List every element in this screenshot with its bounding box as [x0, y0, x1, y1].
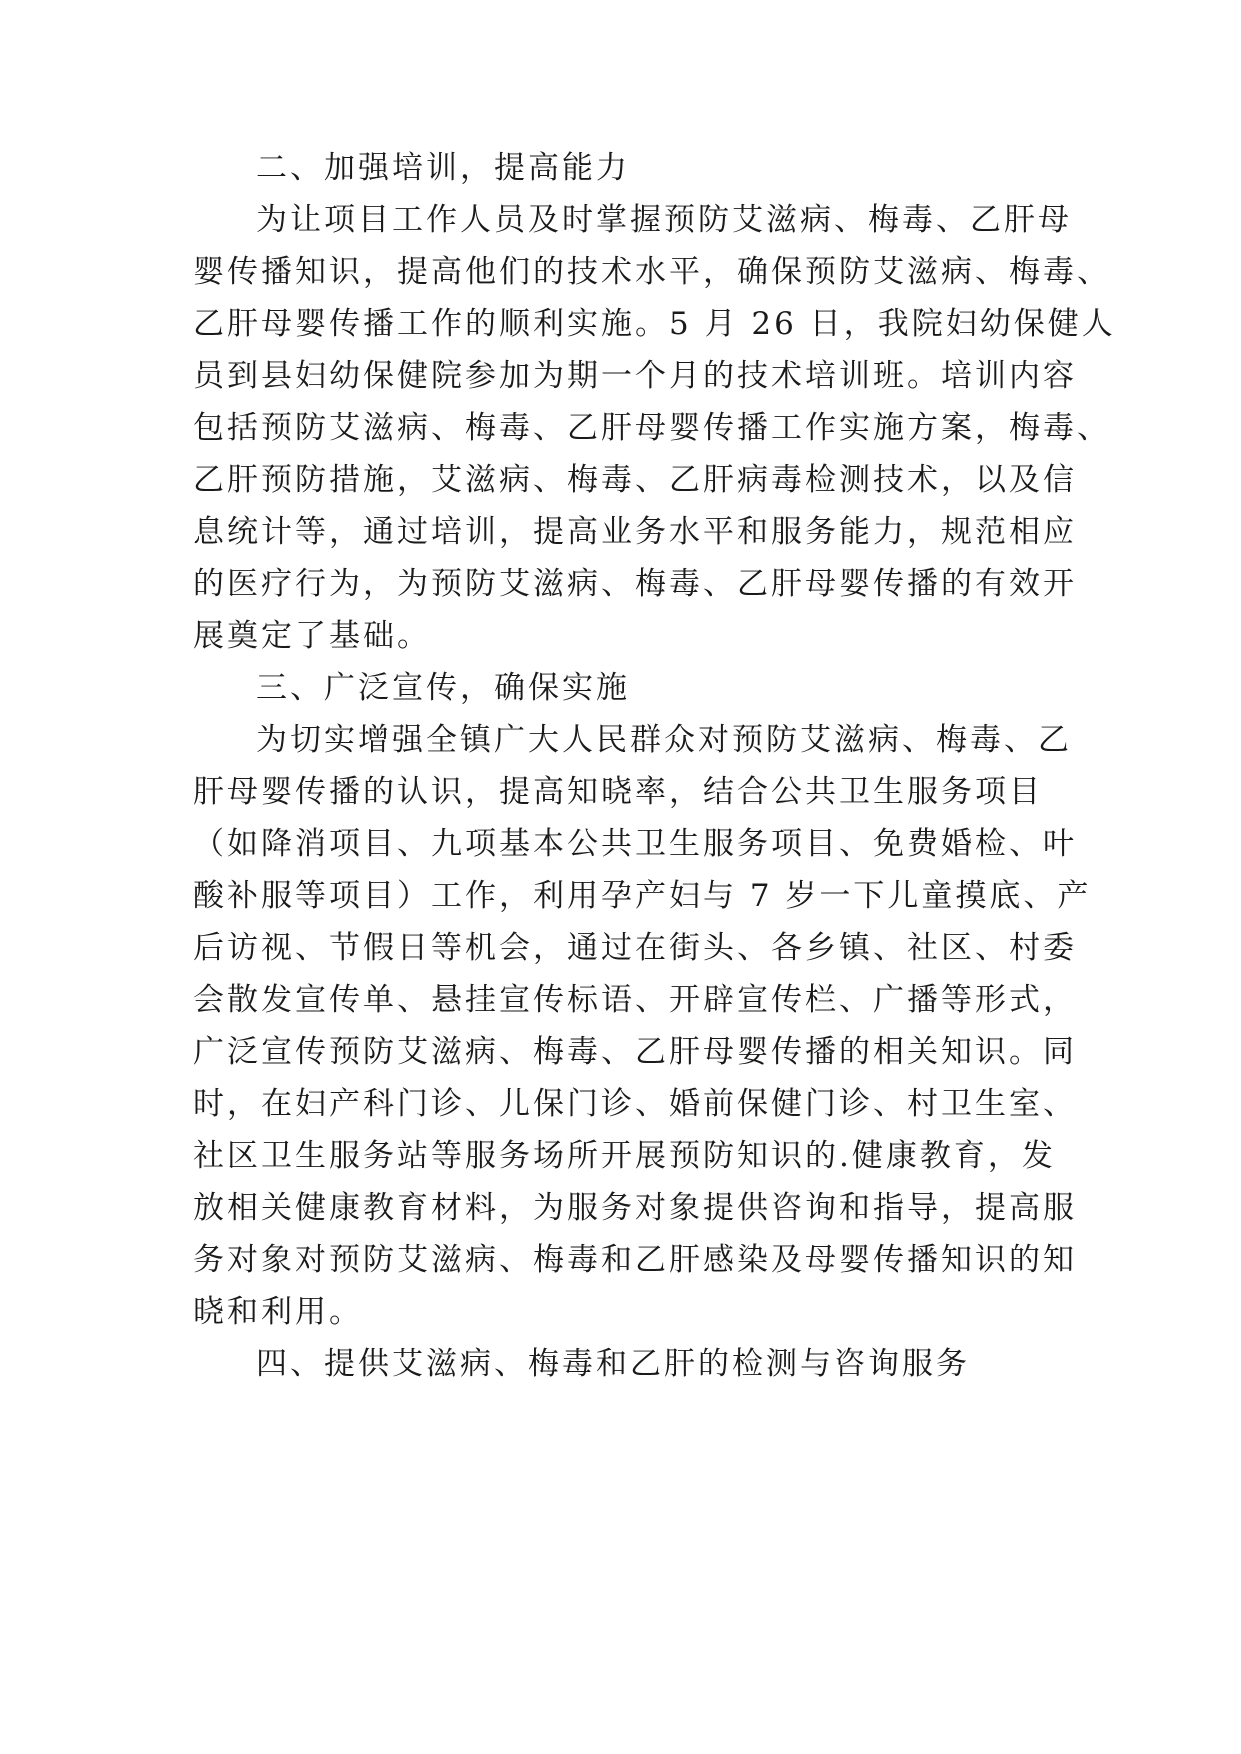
- paragraph-line: 为切实增强全镇广大人民群众对预防艾滋病、梅毒、乙: [256, 722, 1072, 758]
- paragraph-line: 广泛宣传预防艾滋病、梅毒、乙肝母婴传播的相关知识。同: [193, 1034, 1077, 1070]
- paragraph-line: 员到县妇幼保健院参加为期一个月的技术培训班。培训内容: [193, 358, 1077, 394]
- paragraph-line: 为让项目工作人员及时掌握预防艾滋病、梅毒、乙肝母: [256, 202, 1072, 238]
- paragraph-line: 肝母婴传播的认识，提高知晓率，结合公共卫生服务项目: [193, 774, 1043, 810]
- paragraph-line: 婴传播知识，提高他们的技术水平，确保预防艾滋病、梅毒、: [193, 254, 1111, 290]
- section-heading-two: 二、加强培训，提高能力: [256, 150, 630, 186]
- paragraph-line: （如降消项目、九项基本公共卫生服务项目、免费婚检、叶: [193, 826, 1077, 862]
- paragraph-line: 务对象对预防艾滋病、梅毒和乙肝感染及母婴传播知识的知: [193, 1242, 1077, 1278]
- paragraph-line: 后访视、节假日等机会，通过在街头、各乡镇、社区、村委: [193, 930, 1077, 966]
- paragraph-line: 包括预防艾滋病、梅毒、乙肝母婴传播工作实施方案，梅毒、: [193, 410, 1111, 446]
- section-heading-four: 四、提供艾滋病、梅毒和乙肝的检测与咨询服务: [256, 1346, 970, 1382]
- section-heading-three: 三、广泛宣传，确保实施: [256, 670, 630, 706]
- paragraph-line: 时，在妇产科门诊、儿保门诊、婚前保健门诊、村卫生室、: [193, 1086, 1077, 1122]
- paragraph-line: 社区卫生服务站等服务场所开展预防知识的.健康教育，发: [193, 1138, 1056, 1174]
- paragraph-line: 酸补服等项目）工作，利用孕产妇与 7 岁一下儿童摸底、产: [193, 878, 1092, 914]
- paragraph-line: 乙肝预防措施，艾滋病、梅毒、乙肝病毒检测技术，以及信: [193, 462, 1077, 498]
- paragraph-line: 的医疗行为，为预防艾滋病、梅毒、乙肝母婴传播的有效开: [193, 566, 1077, 602]
- paragraph-line: 乙肝母婴传播工作的顺利实施。5 月 26 日，我院妇幼保健人: [193, 306, 1116, 342]
- paragraph-line: 展奠定了基础。: [193, 618, 431, 654]
- paragraph-line: 晓和利用。: [193, 1294, 363, 1330]
- paragraph-line: 放相关健康教育材料，为服务对象提供咨询和指导，提高服: [193, 1190, 1077, 1226]
- paragraph-line: 会散发宣传单、悬挂宣传标语、开辟宣传栏、广播等形式，: [193, 982, 1077, 1018]
- paragraph-line: 息统计等，通过培训，提高业务水平和服务能力，规范相应: [193, 514, 1077, 550]
